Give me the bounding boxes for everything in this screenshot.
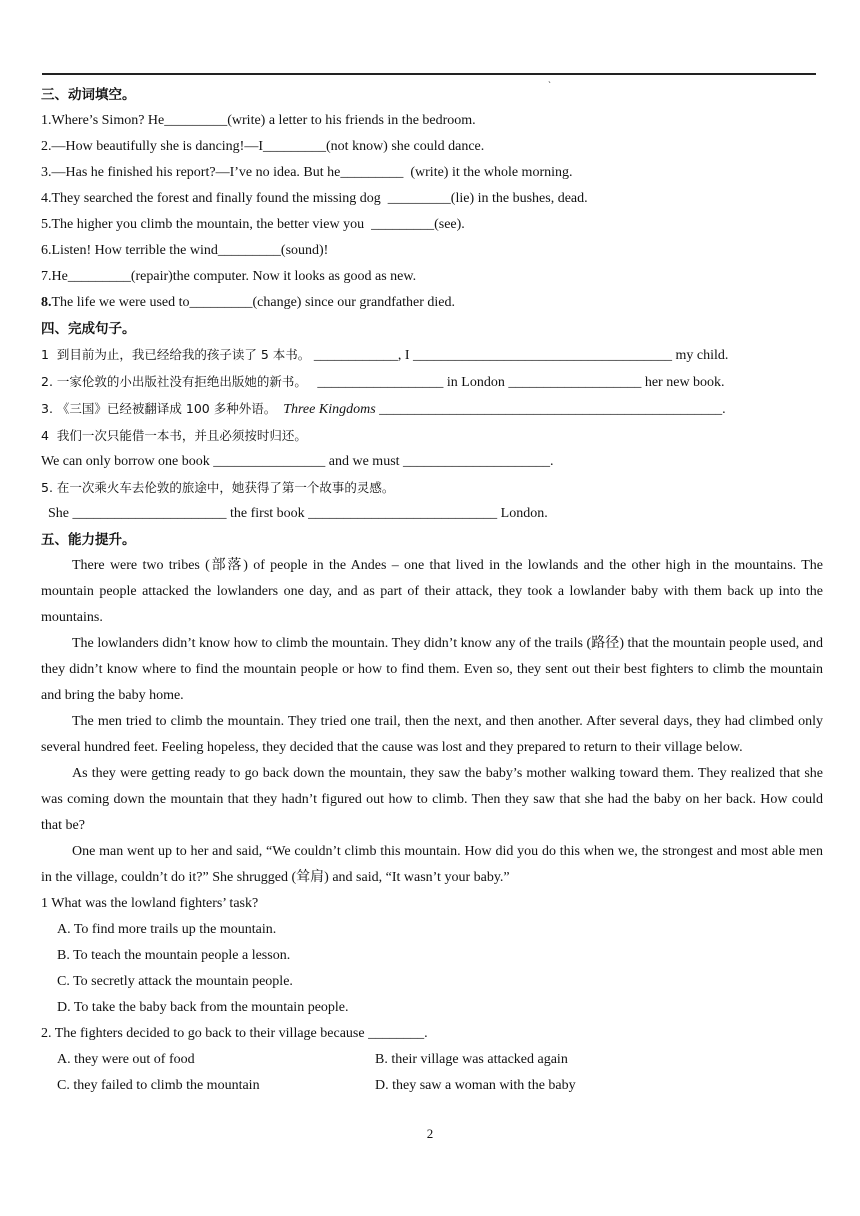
s4-q5-english: She ______________________ the first book ___________________________ London.	[41, 506, 548, 521]
s3-item-1: 1.Where’s Simon? He_________(write) a letter to his friends in the bedroom.	[41, 113, 476, 128]
q1-option-d: D. To take the baby back from the mountain people.	[57, 1000, 349, 1015]
s4-q1-chinese: 1 到目前为止，我已经给我的孩子读了 5 本书。	[41, 347, 311, 362]
passage-paragraph-5: One man went up to her and said, “We couldn’t climb this mountain. How did you do this when we, the strongest and most able men in the village, couldn’t do it?” She shrugged (耸肩) and said, “It wasn’t your baby.”	[41, 844, 823, 885]
s3-item-8-number: 8.	[41, 295, 52, 310]
s4-q3-title: Three Kingdoms	[283, 402, 376, 417]
s3-item-8	[41, 290, 823, 316]
s4-q2-english: __________________ in London ___________________ her new book.	[306, 375, 725, 390]
s3-item-2: 2.—How beautifully she is dancing!—I_________(not know) she could dance.	[41, 139, 485, 154]
section5-heading: 五、能力提升。	[41, 532, 136, 548]
question-2-stem: 2. The fighters decided to go back to their village because ________.	[41, 1026, 428, 1041]
q2-option-d: D. they saw a woman with the baby	[375, 1078, 576, 1093]
passage-paragraph-1: There were two tribes (部落) of people in the Andes – one that lived in the lowlands and the other high in the mountains. The mountain people attacked the lowlanders one day, and as part of their attack, they took a lowlander baby with them back up into the mountains.	[41, 558, 823, 625]
q1-option-b: B. To teach the mountain people a lesson.	[57, 948, 291, 963]
q2-option-a: A. they were out of food	[57, 1052, 195, 1067]
s4-q2-chinese: 2. 一家伦敦的小出版社没有拒绝出版她的新书。	[41, 374, 307, 389]
top-rule	[42, 73, 816, 75]
q1-option-a: A. To find more trails up the mountain.	[57, 922, 277, 937]
s3-item-4: 4.They searched the forest and finally found the missing dog _________(lie) in the bushes, dead.	[41, 191, 588, 206]
s3-item-5: 5.The higher you climb the mountain, the better view you _________(see).	[41, 217, 465, 232]
s3-item-3: 3.—Has he finished his report?—I’ve no idea. But he_________ (write) it the whole morning.	[41, 165, 573, 180]
passage-paragraph-4: As they were getting ready to go back down the mountain, they saw the baby’s mother walking toward them. They realized that she was coming down the mountain that they hadn’t figured out how to climb. Then they saw that she had the baby on her back. How could that be?	[41, 766, 823, 833]
s4-q2	[41, 369, 823, 396]
q2-options-row-1	[41, 1047, 823, 1073]
s4-q1-english: ____________, I _____________________________________ my child.	[310, 348, 729, 363]
section4-heading: 四、完成句子。	[41, 321, 136, 337]
s4-q3-chinese: 3. 《三国》已经被翻译成 100 多种外语。	[41, 401, 277, 416]
s4-q1	[41, 342, 823, 369]
s3-item-6: 6.Listen! How terrible the wind_________(sound)!	[41, 243, 329, 258]
s4-q5-chinese: 5. 在一次乘火车去伦敦的旅途中，她获得了第一个故事的灵感。	[41, 480, 395, 495]
s3-item-8-text: The life we were used to_________(change) since our grandfather died.	[51, 295, 456, 310]
top-dot: `	[548, 80, 551, 90]
s4-q4-chinese: 4 我们一次只能借一本书，并且必须按时归还。	[41, 428, 307, 443]
passage-paragraph-2: The lowlanders didn’t know how to climb the mountain. They didn’t know any of the trails (路径) that the mountain people used, and they didn’t know where to find the mountain people or how to find them. Even so, they sent out their best fighters to climb the mountain and bring the baby home.	[41, 636, 823, 703]
s4-q3	[41, 396, 823, 423]
section3-heading: 三、动词填空。	[41, 87, 136, 103]
passage-paragraph-3: The men tried to climb the mountain. They tried one trail, then the next, and then another. After several days, they had climbed only several hundred feet. Feeling hopeless, they decided that the cause was lost and they prepared to return to their village below.	[41, 714, 823, 755]
s4-q4-english: We can only borrow one book ________________ and we must _____________________.	[41, 454, 554, 469]
q2-options-row-2	[41, 1073, 823, 1099]
q1-option-c: C. To secretly attack the mountain people.	[57, 974, 293, 989]
s3-item-7: 7.He_________(repair)the computer. Now it looks as good as new.	[41, 269, 417, 284]
question-1-stem: 1 What was the lowland fighters’ task?	[41, 896, 259, 911]
q2-option-b: B. their village was attacked again	[375, 1052, 568, 1067]
q2-option-c: C. they failed to climb the mountain	[57, 1078, 260, 1093]
page-number: 2	[426, 1126, 434, 1141]
worksheet-content	[41, 82, 823, 1099]
s4-q3-english: _________________________________________________.	[375, 402, 726, 417]
